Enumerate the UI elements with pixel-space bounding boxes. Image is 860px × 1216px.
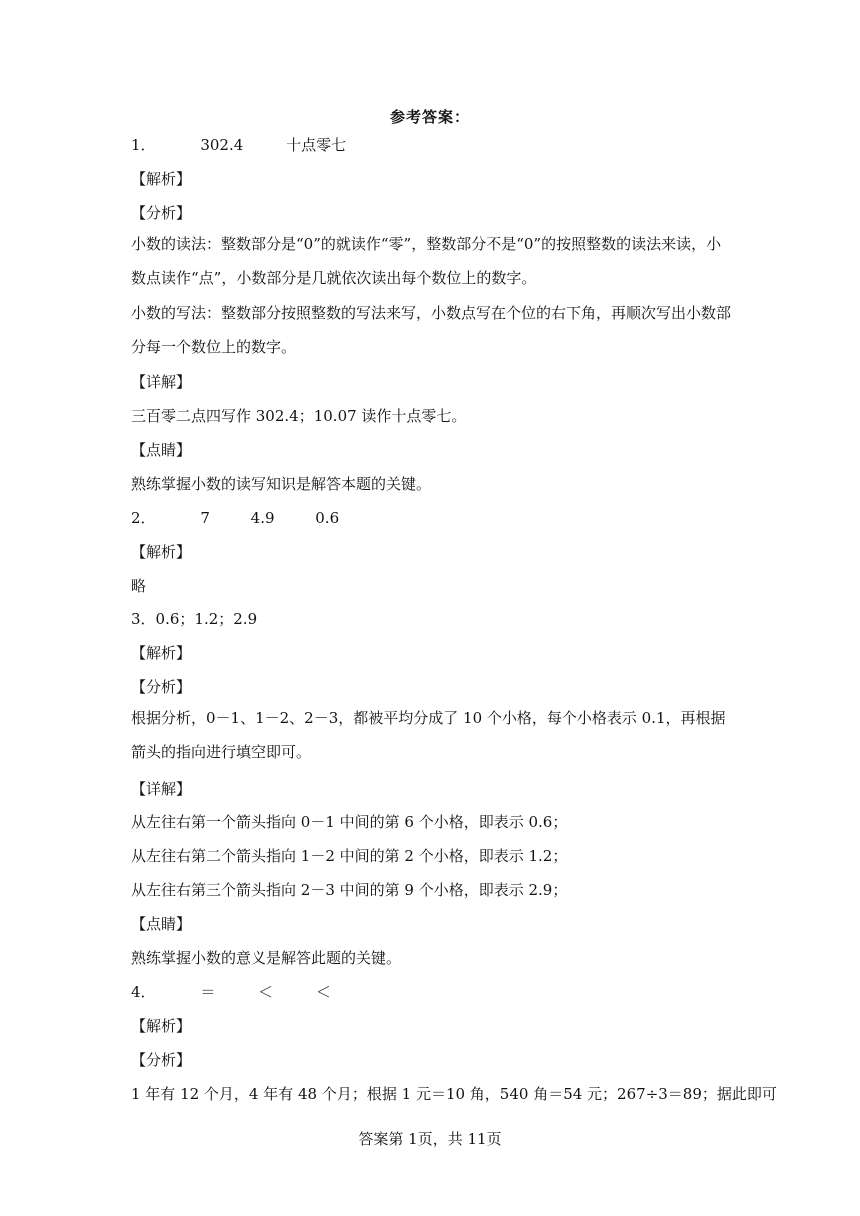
- q4-jiexi-label: 【解析】: [131, 1017, 192, 1035]
- q1-dianjing-label: 【点睛】: [131, 441, 192, 459]
- q1-number: 1．: [131, 136, 156, 154]
- q2-answer-3: 0.6: [315, 509, 340, 527]
- q3-answer-row: 3．0.6；1.2；2.9: [131, 610, 258, 628]
- q2-note: 略: [131, 577, 147, 595]
- q3-dianjing-label: 【点睛】: [131, 915, 192, 933]
- q4-answer-3: ＜: [315, 983, 331, 1001]
- q4-answer-1: ＝: [200, 983, 216, 1001]
- q1-answer-1: 302.4: [200, 136, 244, 154]
- q3-fenxi-label: 【分析】: [131, 678, 192, 696]
- q4-number: 4．: [131, 983, 156, 1001]
- q1-analysis-reading: 小数的读法：整数部分是“0”的就读作“零”，整数部分不是“0”的按照整数的读法来读，小数点读作“点”，小数部分是几就依次读出每个数位上的数字。: [131, 235, 722, 287]
- q1-tip: 熟练掌握小数的读写知识是解答本题的关键。: [131, 475, 432, 493]
- page-title: 参考答案：: [389, 108, 470, 126]
- q3-detail-1: 从左往右第一个箭头指向 0－1 中间的第 6 个小格，即表示 0.6；: [131, 813, 568, 831]
- q3-jiexi-label: 【解析】: [131, 644, 192, 662]
- q1-analysis-writing: 小数的写法：整数部分按照整数的写法来写，小数点写在个位的右下角，再顺次写出小数部分每一个数位上的数字。: [131, 304, 732, 356]
- q1-xiangjie-label: 【详解】: [131, 373, 192, 391]
- q3-xiangjie-label: 【详解】: [131, 780, 192, 798]
- q4-analysis: 1 年有 12 个月，4 年有 48 个月；根据 1 元＝10 角，540 角＝54 元；267÷3＝89；据此即可: [131, 1085, 777, 1103]
- q2-jiexi-label: 【解析】: [131, 543, 192, 561]
- page-footer: 答案第 1页，共 11页: [358, 1130, 502, 1148]
- q3-detail-2: 从左往右第二个箭头指向 1－2 中间的第 2 个小格，即表示 1.2；: [131, 847, 568, 865]
- q3-analysis: 根据分析，0－1、1－2、2－3，都被平均分成了 10 个小格，每个小格表示 0.1，再根据箭头的指向进行填空即可。: [131, 709, 726, 761]
- q2-answer-row: [131, 508, 740, 528]
- q2-answer-2: 4.9: [250, 509, 275, 527]
- q4-answer-row: [131, 982, 740, 1002]
- q1-answer-row: [131, 135, 740, 155]
- q3-tip: 熟练掌握小数的意义是解答此题的关键。: [131, 949, 402, 967]
- q3-detail-3: 从左往右第三个箭头指向 2－3 中间的第 9 个小格，即表示 2.9；: [131, 881, 568, 899]
- q1-answer-2: 十点零七: [286, 136, 347, 154]
- q1-jiexi-label: 【解析】: [131, 170, 192, 188]
- q4-answer-2: ＜: [258, 983, 274, 1001]
- q4-fenxi-label: 【分析】: [131, 1051, 192, 1069]
- q2-answer-1: 7: [200, 509, 210, 527]
- q1-detail: 三百零二点四写作 302.4；10.07 读作十点零七。: [131, 407, 467, 425]
- q2-number: 2．: [131, 509, 156, 527]
- q1-fenxi-label: 【分析】: [131, 204, 192, 222]
